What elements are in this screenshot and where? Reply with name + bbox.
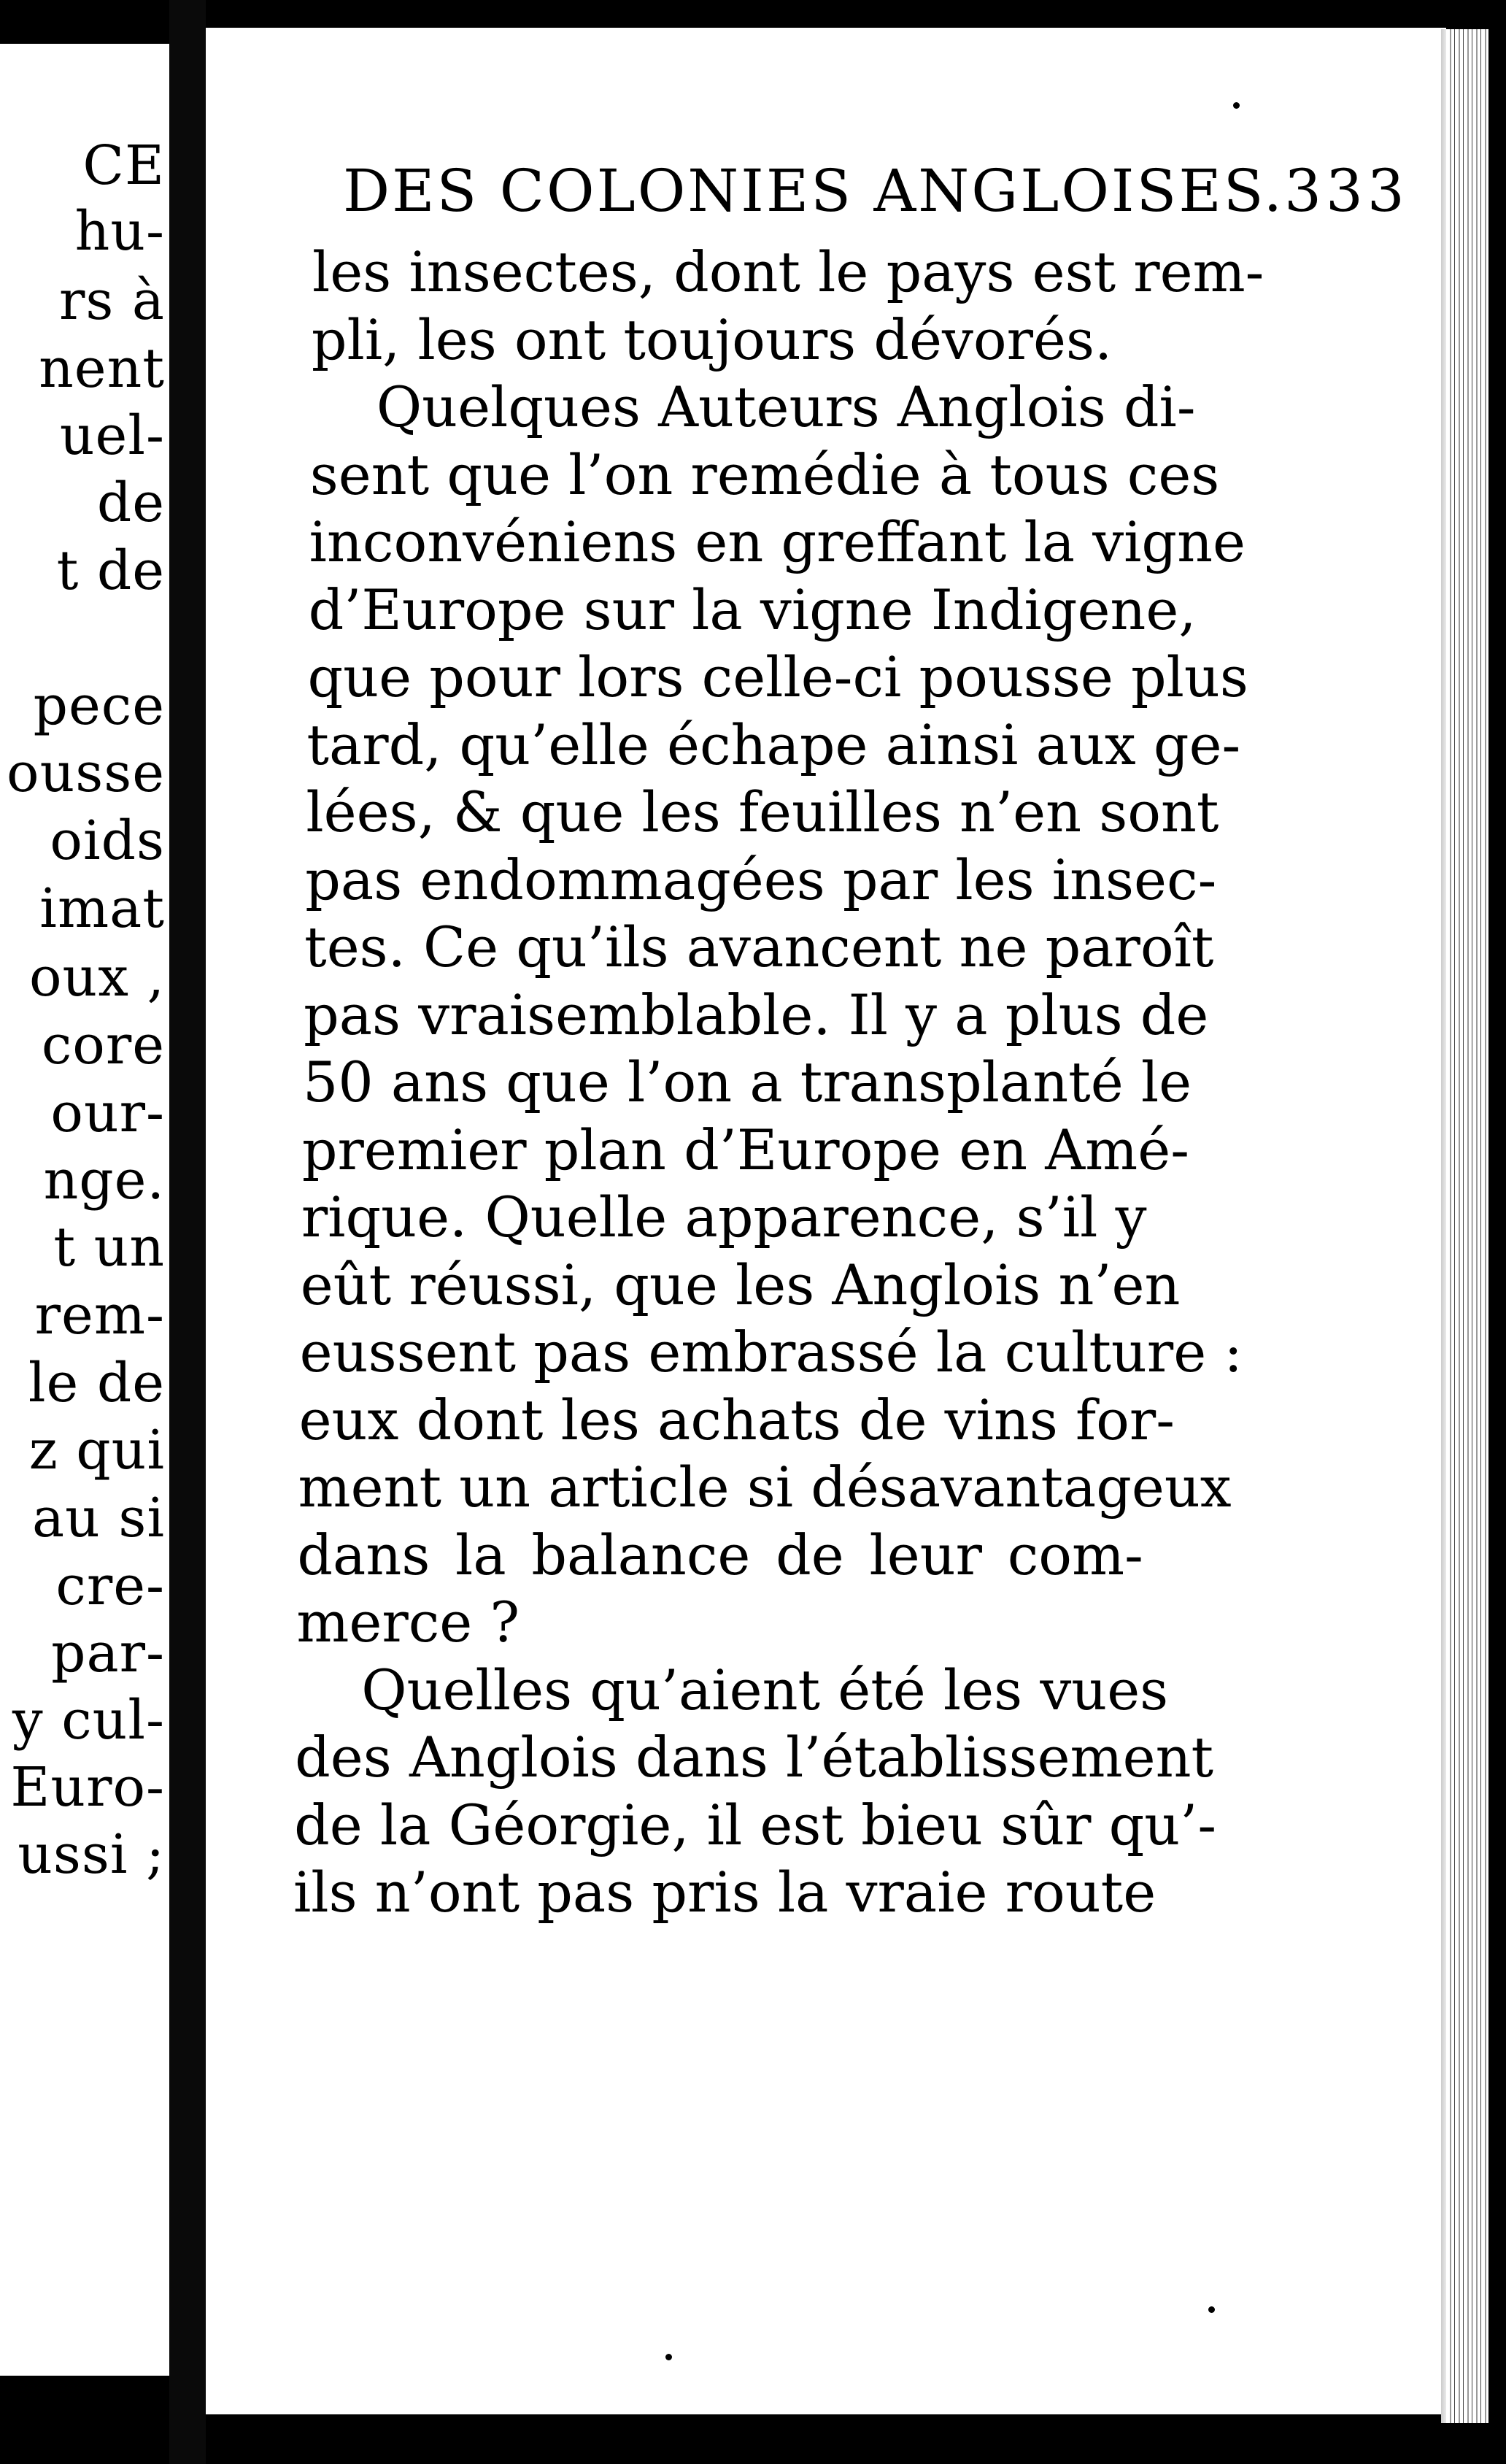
text-line: eût réussi, que les Anglois n’en [300,1252,1181,1317]
text-line: tes. Ce qu’ils avancent ne paroît [304,915,1214,979]
running-head [343,157,1409,225]
text-line: ment un article si désavantageux [298,1455,1232,1520]
facing-page-line: uel- [59,404,165,467]
book-gutter [169,0,206,2464]
facing-page-line: ussi ; [18,1823,165,1886]
facing-page-line: rem- [34,1284,165,1347]
facing-page-line: le de [28,1352,165,1414]
running-head-title: DES COLONIES ANGLOISES. [343,157,1285,225]
facing-page-line: nge. [43,1149,165,1212]
text-line: eussent pas embrassé la culture : [299,1320,1243,1385]
text-line: tard, qu’elle échape ainsi aux ge- [306,712,1241,777]
text-line: que pour lors celle-ci pousse plus [307,644,1248,709]
facing-page-line: imat [39,877,165,940]
text-line: les insectes, dont le pays est rem- [312,239,1264,304]
text-line: dans la balance de leur com- [297,1522,1143,1587]
text-line: 50 ans que l’on a transplanté le [303,1050,1192,1114]
facing-page-line: hu- [74,200,165,263]
facing-page-line: Euro- [10,1756,165,1819]
facing-page-line: oids [50,809,165,872]
facing-page-line: ousse [7,742,165,804]
facing-page-line: t de [56,539,165,602]
text-line: lées, & que les feuilles n’en sont [306,779,1219,844]
text-line: de la Géorgie, il est bieu sûr qu’- [294,1792,1217,1857]
text-line: eux dont les achats de vins for- [298,1387,1175,1452]
facing-page-fragment [0,44,169,2376]
text-line: d’Europe sur la vigne Indigene, [308,577,1197,642]
facing-page-line: oux , [29,946,165,1009]
ink-speck [1208,2306,1215,2313]
text-line: inconvéniens en greffant la vigne [309,509,1246,574]
text-line: Quelles qu’aient été les vues [361,1657,1169,1722]
text-line: Quelques Auteurs Anglois di- [376,374,1196,439]
page-edges [1446,29,1488,2423]
facing-page-line: pece [33,674,165,737]
facing-page-line: core [41,1014,165,1077]
facing-page-line: rs à [59,269,165,332]
text-line: pas endommagées par les insec- [305,847,1217,912]
facing-page-line: y cul- [12,1689,165,1752]
text-line: premier plan d’Europe en Amé- [301,1117,1189,1182]
facing-page-line: z qui [28,1419,165,1482]
facing-page-line: par- [51,1622,165,1685]
page-number: 333 [1284,157,1409,225]
facing-page-line: cre- [55,1555,165,1617]
facing-page-line: our- [50,1082,165,1144]
text-line: pas vraisemblable. Il y a plus de [304,982,1209,1047]
ink-speck [665,2354,672,2360]
facing-page-line: CE [82,134,165,197]
text-line: merce ? [296,1590,520,1655]
facing-page-line: au si [32,1487,165,1549]
facing-page-line: nent [39,337,165,400]
facing-page-line: t un [53,1216,165,1279]
text-line: ils n’ont pas pris la vraie route [293,1860,1156,1925]
ink-speck [1233,102,1240,109]
text-line: des Anglois dans l’établissement [295,1725,1214,1790]
text-line: pli, les ont toujours dévorés. [311,307,1113,372]
text-line: rique. Quelle apparence, s’il y [301,1185,1147,1250]
text-line: sent que l’on remédie à tous ces [309,442,1220,507]
facing-page-line: de [96,471,165,534]
